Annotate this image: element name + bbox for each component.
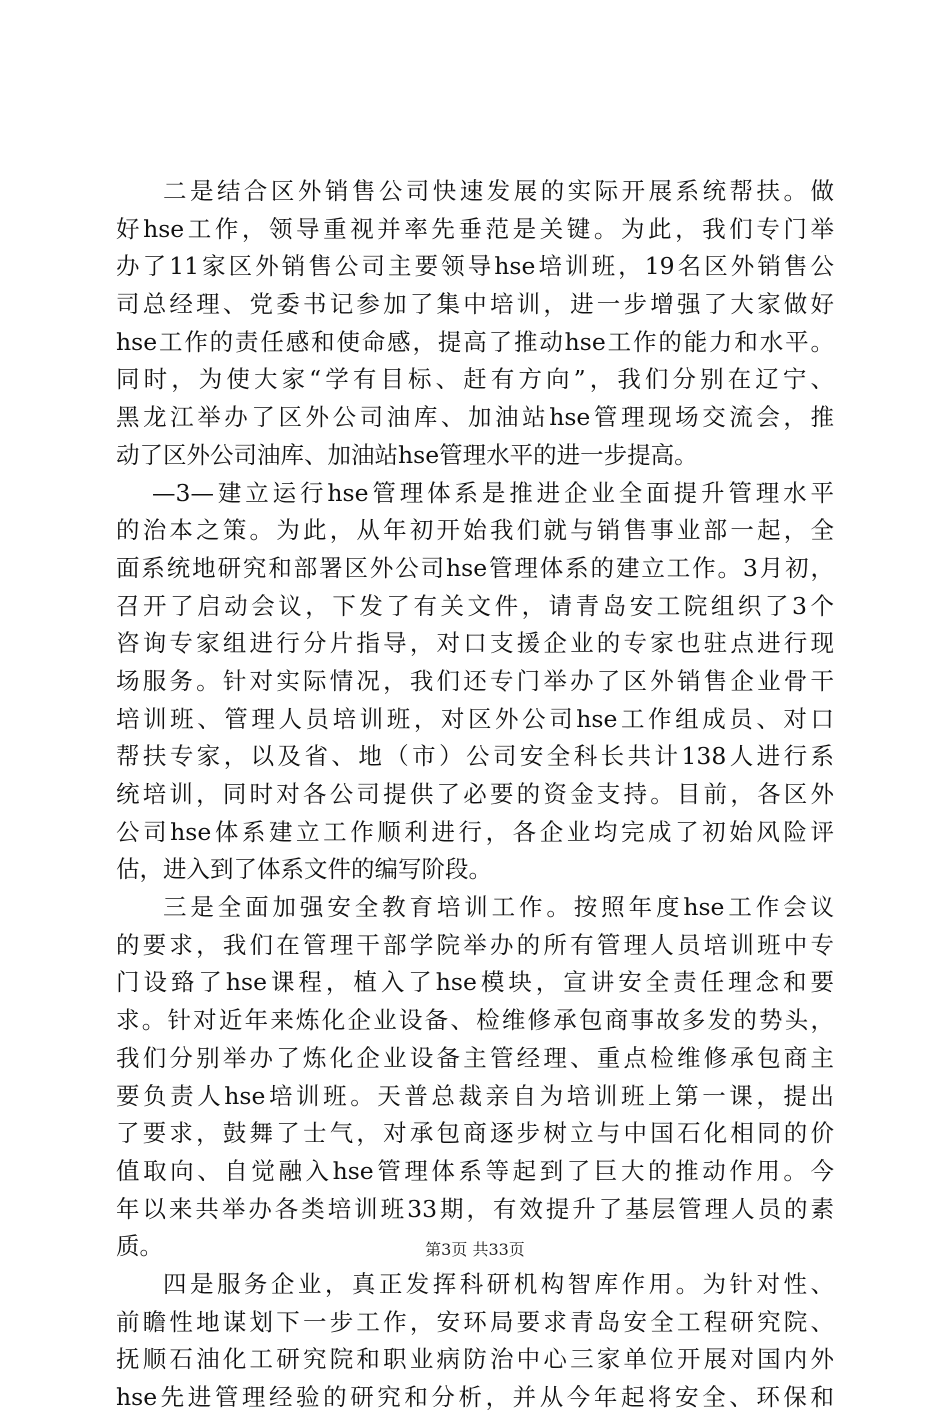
- text-line: 咨询专家组进行分片指导，对口支援企业的专家也驻点进行现: [116, 629, 834, 658]
- text-line: 召开了启动会议，下发了有关文件，请青岛安工院组织了3个: [116, 591, 834, 620]
- text-line: 年以来共举办各类培训班33期，有效提升了基层管理人员的素: [116, 1194, 834, 1223]
- text-line: 培训班、管理人员培训班，对区外公司hse工作组成员、对口: [116, 704, 834, 733]
- text-line: 估，进入到了体系文件的编写阶段。: [116, 855, 492, 884]
- text-line: 统培训，同时对各公司提供了必要的资金支持。目前，各区外: [116, 780, 834, 808]
- text-line: 了要求，鼓舞了士气，对承包商逐步树立与中国石化相同的价: [116, 1119, 834, 1148]
- text-line: 动了区外公司油库、加油站hse管理水平的进一步提高。: [116, 440, 698, 469]
- text-line: 同时，为使大家“学有目标、赶有方向”，我们分别在辽宁、: [116, 365, 834, 394]
- text-line: 帮扶专家，以及省、地（市）公司安全科长共计138人进行系: [116, 742, 834, 771]
- text-line: 要负责人hse培训班。天普总裁亲自为培训班上第一课，提出: [116, 1081, 834, 1110]
- text-line: 抚顺石油化工研究院和职业病防治中心三家单位开展对国内外: [116, 1345, 834, 1374]
- text-line: hse先进管理经验的研究和分析，并从今年起将安全、环保和: [116, 1383, 834, 1411]
- text-line: 三是全面加强安全教育培训工作。按照年度hse工作会议: [163, 893, 834, 922]
- text-line: 黑龙江举办了区外公司油库、加油站hse管理现场交流会，推: [116, 403, 834, 432]
- text-line: 公司hse体系建立工作顺利进行，各企业均完成了初始风险评: [116, 817, 834, 846]
- text-line: 求。针对近年来炼化企业设备、检维修承包商事故多发的势头，: [116, 1006, 834, 1035]
- text-line: 司总经理、党委书记参加了集中培训，进一步增强了大家做好: [116, 290, 834, 319]
- document-body: [116, 173, 834, 1417]
- text-line: 面系统地研究和部署区外公司hse管理体系的建立工作。3月初，: [116, 553, 834, 582]
- text-line: 的治本之策。为此，从年初开始我们就与销售事业部一起，全: [116, 516, 834, 545]
- text-line: hse工作的责任感和使命感，提高了推动hse工作的能力和水平。: [116, 327, 834, 356]
- text-line: 二是结合区外销售公司快速发展的实际开展系统帮扶。做: [163, 177, 834, 205]
- page-number-footer: 第3页 共33页: [425, 1240, 525, 1259]
- text-line: —3—建立运行hse管理体系是推进企业全面提升管理水平: [152, 478, 834, 507]
- text-line: 四是服务企业，真正发挥科研机构智库作用。为针对性、: [163, 1269, 834, 1298]
- text-line: 场服务。针对实际情况，我们还专门举办了区外销售企业骨干: [116, 666, 834, 695]
- text-line: 我们分别举办了炼化企业设备主管经理、重点检维修承包商主: [116, 1043, 834, 1072]
- text-line: 值取向、自觉融入hse管理体系等起到了巨大的推动作用。今: [116, 1156, 834, 1185]
- text-line: 质。: [116, 1232, 163, 1261]
- text-line: 好hse工作，领导重视并率先垂范是关键。为此，我们专门举: [116, 214, 834, 243]
- text-line: 的要求，我们在管理干部学院举办的所有管理人员培训班中专: [116, 930, 834, 959]
- text-line: 办了11家区外销售公司主要领导hse培训班，19名区外销售公: [116, 252, 834, 281]
- text-line: 前瞻性地谋划下一步工作，安环局要求青岛安全工程研究院、: [116, 1307, 834, 1336]
- text-line: 门设臵了hse课程，植入了hse模块，宣讲安全责任理念和要: [116, 968, 834, 997]
